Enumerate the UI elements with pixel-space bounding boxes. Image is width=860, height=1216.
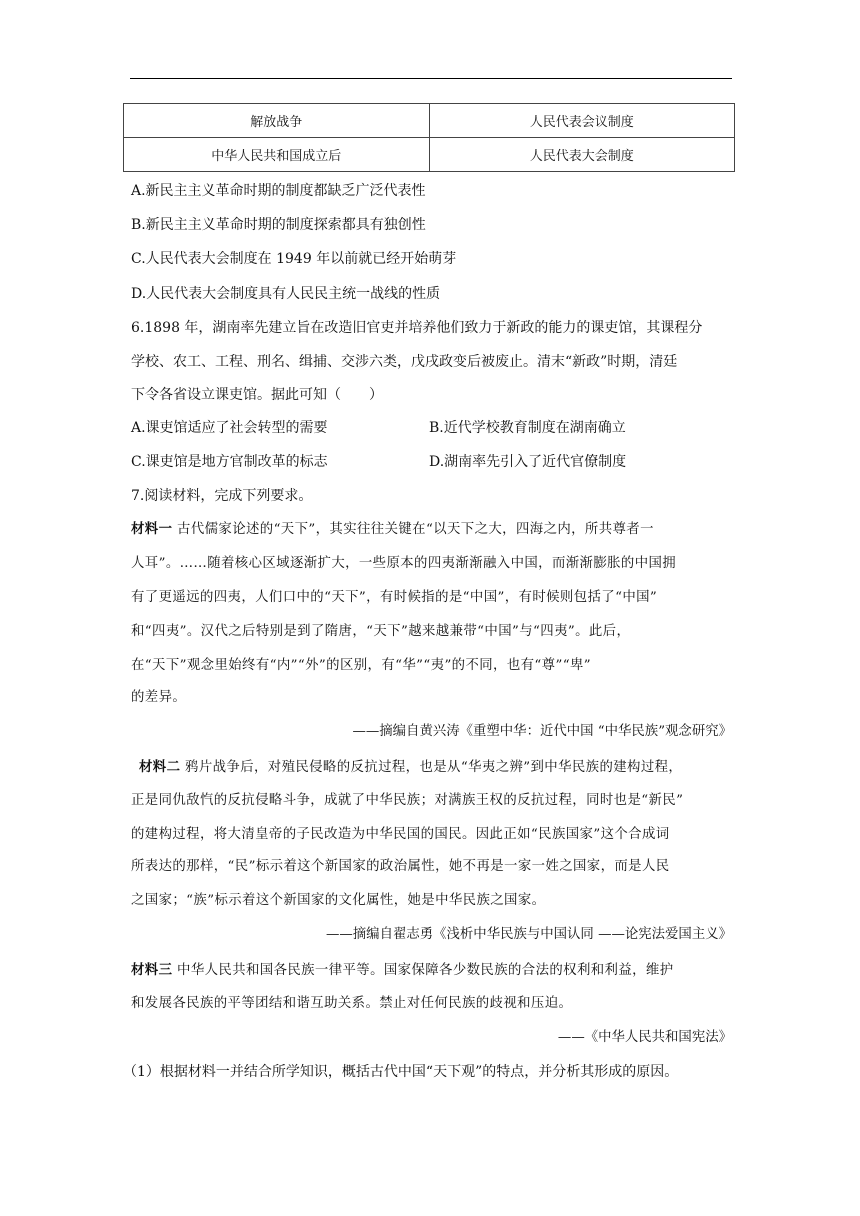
q6-stem-line: 学校、农工、工程、刑名、缉捕、交涉六类，戊戌政变后被废止。清末“新政”时期，清廷 [131, 354, 678, 370]
q6-option-d: D.湖南率先引入了近代官僚制度 [429, 454, 627, 470]
material-1-line: 人耳”。……随着核心区域逐渐扩大，一些原本的四夷渐渐融入中国，而渐渐膨胀的中国拥 [131, 556, 677, 571]
material-2-line: 之国家；“族”标示着这个新国家的文化属性，她是中华民族之国家。 [131, 893, 546, 908]
material-1-source: ——摘编自黄兴涛《重塑中华：近代中国 “中华民族”观念研究》 [352, 724, 732, 739]
q7-stem: 7.阅读材料，完成下列要求。 [131, 488, 313, 504]
material-2-line: 的建构过程，将大清皇帝的子民改造为中华民国的国民。因此正如“民族国家”这个合成词 [131, 827, 670, 842]
q5-option-a: A.新民主主义革命时期的制度都缺乏广泛代表性 [131, 183, 426, 199]
material-3-line [131, 960, 674, 981]
material-3-line: 和发展各民族的平等团结和谐互助关系。禁止对任何民族的歧视和压迫。 [131, 996, 573, 1011]
material-1-label: 材料一 [131, 521, 173, 537]
q6-stem-line: 下令各省设立课吏馆。据此可知（ ） [131, 387, 383, 403]
q5-option-c: C.人民代表大会制度在 1949 年以前就已经开始萌芽 [131, 251, 457, 267]
material-1-line: 的差异。 [131, 690, 187, 705]
material-1-line: 在“天下”观念里始终有“内”“外”的区别，有“华”“夷”的不同，也有“尊”“卑” [131, 658, 591, 673]
material-1-line: 和“四夷”。汉代之后特别是到了隋唐，“天下”越来越兼带“中国”与“四夷”。此后， [131, 624, 631, 639]
q6-option-a: A.课吏馆适应了社会转型的需要 [131, 420, 328, 436]
q7-subquestion-1: （1）根据材料一并结合所学知识，概括古代中国“天下观”的特点，并分析其形成的原因。 [123, 1064, 679, 1080]
table-cell: 中华人民共和国成立后 [124, 138, 430, 172]
q5-option-d: D.人民代表大会制度具有人民民主统一战线的性质 [131, 286, 441, 302]
material-3-source: ——《中华人民共和国宪法》 [557, 1030, 732, 1045]
q5-option-b: B.新民主主义革命时期的制度探索都具有独创性 [131, 217, 426, 233]
q6-option-c: C.课吏馆是地方官制改革的标志 [131, 454, 328, 470]
comparison-table [123, 103, 735, 172]
material-2-line: 所表达的那样，“民”标示着这个新国家的政治属性，她不再是一家一姓之国家，而是人民 [131, 859, 670, 874]
material-2-line [139, 757, 682, 778]
material-3-text: 中华人民共和国各民族一律平等。国家保障各少数民族的合法的权利和利益，维护 [172, 963, 674, 978]
table-row [124, 104, 735, 138]
material-1-line [131, 519, 654, 540]
table-cell: 人民代表大会制度 [429, 138, 735, 172]
table-cell: 解放战争 [124, 104, 430, 138]
table-cell: 人民代表会议制度 [429, 104, 735, 138]
material-2-text: 鸦片战争后，对殖民侵略的反抗过程，也是从“华夷之辨”到中华民族的建构过程， [180, 760, 683, 775]
material-1-text: 古代儒家论述的“天下”，其实往往关键在“以天下之大，四海之内，所共尊者一 [172, 522, 654, 537]
q6-stem-line: 6.1898 年，湖南率先建立旨在改造旧官吏并培养他们致力于新政的能力的课吏馆，其课程分 [131, 320, 703, 336]
q6-option-b: B.近代学校教育制度在湖南确立 [429, 420, 626, 436]
material-2-line: 正是同仇敌忾的反抗侵略斗争，成就了中华民族；对满族王权的反抗过程，同时也是“新民” [131, 793, 684, 808]
table-row [124, 138, 735, 172]
material-3-label: 材料三 [131, 962, 173, 978]
material-1-line: 有了更遥远的四夷，人们口中的“天下”，有时候指的是“中国”，有时候则包括了“中国” [131, 590, 658, 605]
header-rule [130, 78, 732, 79]
material-2-source: ——摘编自翟志勇《浅析中华民族与中国认同 ——论宪法爱国主义》 [326, 927, 732, 942]
material-2-label: 材料二 [139, 759, 181, 775]
